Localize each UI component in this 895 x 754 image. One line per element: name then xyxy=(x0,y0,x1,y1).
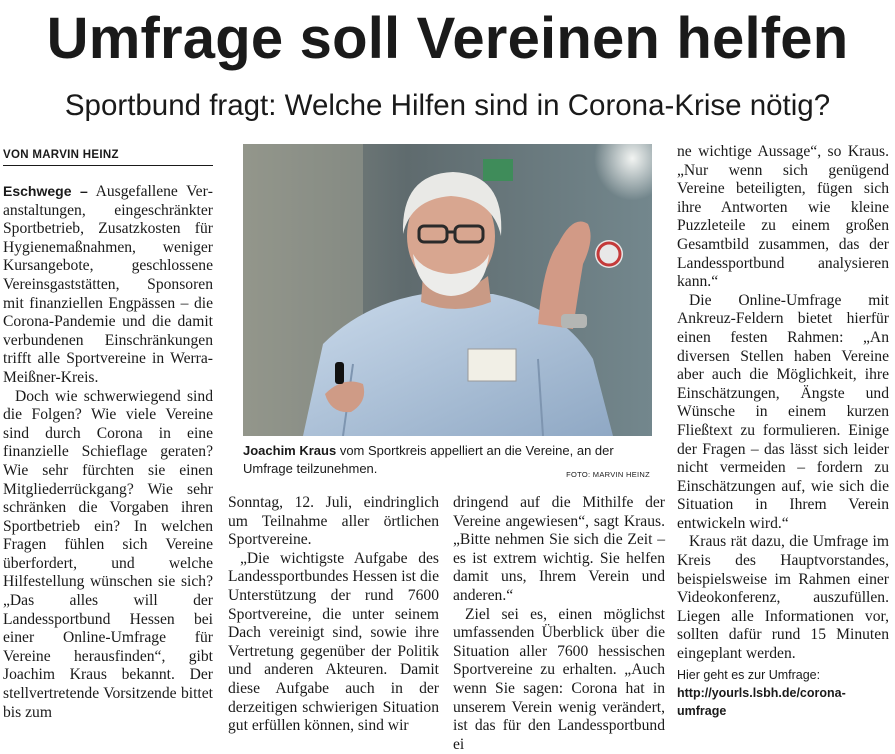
paragraph: Doch wie schwerwiegend sind die Folgen? Wie viele Vereine sind durch Corona in eine finanzielle Schieflage geraten? Wie sehr fürchten sie einen Mitgliederrückgang? Wie sehr schränken die Vorgaben ihren Sportbetrieb ein? In welchen Fragen fühlen sich Vereine überfordert, und welche Hilfestellung wünschen sie sich? „Das alles will der Landessportbund Hessen bei einer Online-Umfrage für Vereine herausfinden“, gibt Joachim Kraus bekannt. Der stellvertretende Vorsitzende bittet bis zum xyxy=(3,387,213,721)
photo-caption xyxy=(243,442,652,484)
article-column-4 xyxy=(677,143,889,720)
paragraph: „Die wichtigste Aufgabe des Landessportbundes Hessen ist die Unterstützung der rund 7600 Sportvereine, die unter seinem Dach vereinigt sind, sowie ihre Vertretung gegenüber der Politik und anderen Akteuren. Damit diese Aufgabe auch in der derzeitigen schwierigen Situation gut erfüllen können, sind wir xyxy=(228,549,439,735)
paragraph: Kraus rät dazu, die Umfrage im Kreis des Hauptvorstandes, beispielsweise im Rahmen einer Videokonferenz, auszufüllen. Liegen alle Informationen vor, sollten dafür rund 15 Minuten eingeplant werden. xyxy=(677,533,889,663)
paragraph xyxy=(3,182,213,388)
caption-name: Joachim Kraus xyxy=(243,443,337,458)
article-column-1 xyxy=(3,182,213,722)
headline: Umfrage soll Vereinen helfen xyxy=(46,6,849,71)
article-column-2 xyxy=(228,494,439,736)
paragraph: Die Online-Umfrage mit Ankreuz-Feldern bietet hierfür einen festen Rahmen: „An diversen Stellen haben Vereine aber auch die Möglichkeit, ihre Einschätzungen, Ängste und Wünsche in einem kurzen Fließtext zu formulieren. Einige der Fragen – das lässt sich leider nicht vermeiden – fordern zu Einschätzungen auf, wie sich die Situation in Ihrem Verein entwickeln wird.“ xyxy=(677,291,889,532)
photo-credit: FOTO: MARVIN HEINZ xyxy=(566,470,650,479)
byline: VON MARVIN HEINZ xyxy=(3,148,213,166)
dateline: Eschwege – xyxy=(3,183,88,199)
article-column-3 xyxy=(453,494,665,754)
caption-text: vom Sportkreis appelliert an die Vereine, an der Umfrage teilzunehmen. xyxy=(243,443,614,476)
paragraph: ne wichtige Aussage“, so Kraus. „Nur wenn sich genügend Vereine beteiligten, fügen sich ihre Antworten wie kleine Puzzleteile zu einem großen Gesamtbild zusammen, das der Landessportbund analysieren kann.“ xyxy=(677,143,889,291)
article-photo xyxy=(243,144,652,436)
survey-link-label: Hier geht es zur Umfrage: xyxy=(677,667,821,682)
survey-link-line xyxy=(677,666,889,720)
photo-illustration xyxy=(243,144,652,436)
survey-link[interactable]: http://yourls.lsbh.de/corona-umfrage xyxy=(677,685,846,718)
paragraph: dringend auf die Mithilfe der Vereine angewiesen“, sagt Kraus. „Bitte nehmen Sie sich die Zeit – es ist extrem wichtig. Sie helfen damit uns, Ihrem Verein und anderen.“ xyxy=(453,494,665,604)
subheadline: Sportbund fragt: Welche Hilfen sind in Corona-Krise nötig? xyxy=(64,89,831,122)
paragraph: Ziel sei es, einen möglichst umfassenden Überblick über die Situation aller 7600 hessischen Sportvereine zu erhalten. „Auch wenn Sie sagen: Corona hat in unserem Verein wenig verändert, ist das für den Landessportbund ei xyxy=(453,605,665,753)
paragraph-text: Ausgefallene Veranstaltungen, eingeschränkter Sportbetrieb, Zusatzkosten für Hygienemaßnahmen, weniger Kursangebote, geschlossene Vereinsgaststätten, Sponsoren mit finanziellen Engpässen – die Corona-Pandemie und die damit verbundenen Einschränkungen trifft alle Sportvereine in Werra-Meißner-Kreis. xyxy=(3,183,213,386)
paragraph: Sonntag, 12. Juli, eindringlich um Teilnahme aller örtlichen Sportvereine. xyxy=(228,494,439,549)
